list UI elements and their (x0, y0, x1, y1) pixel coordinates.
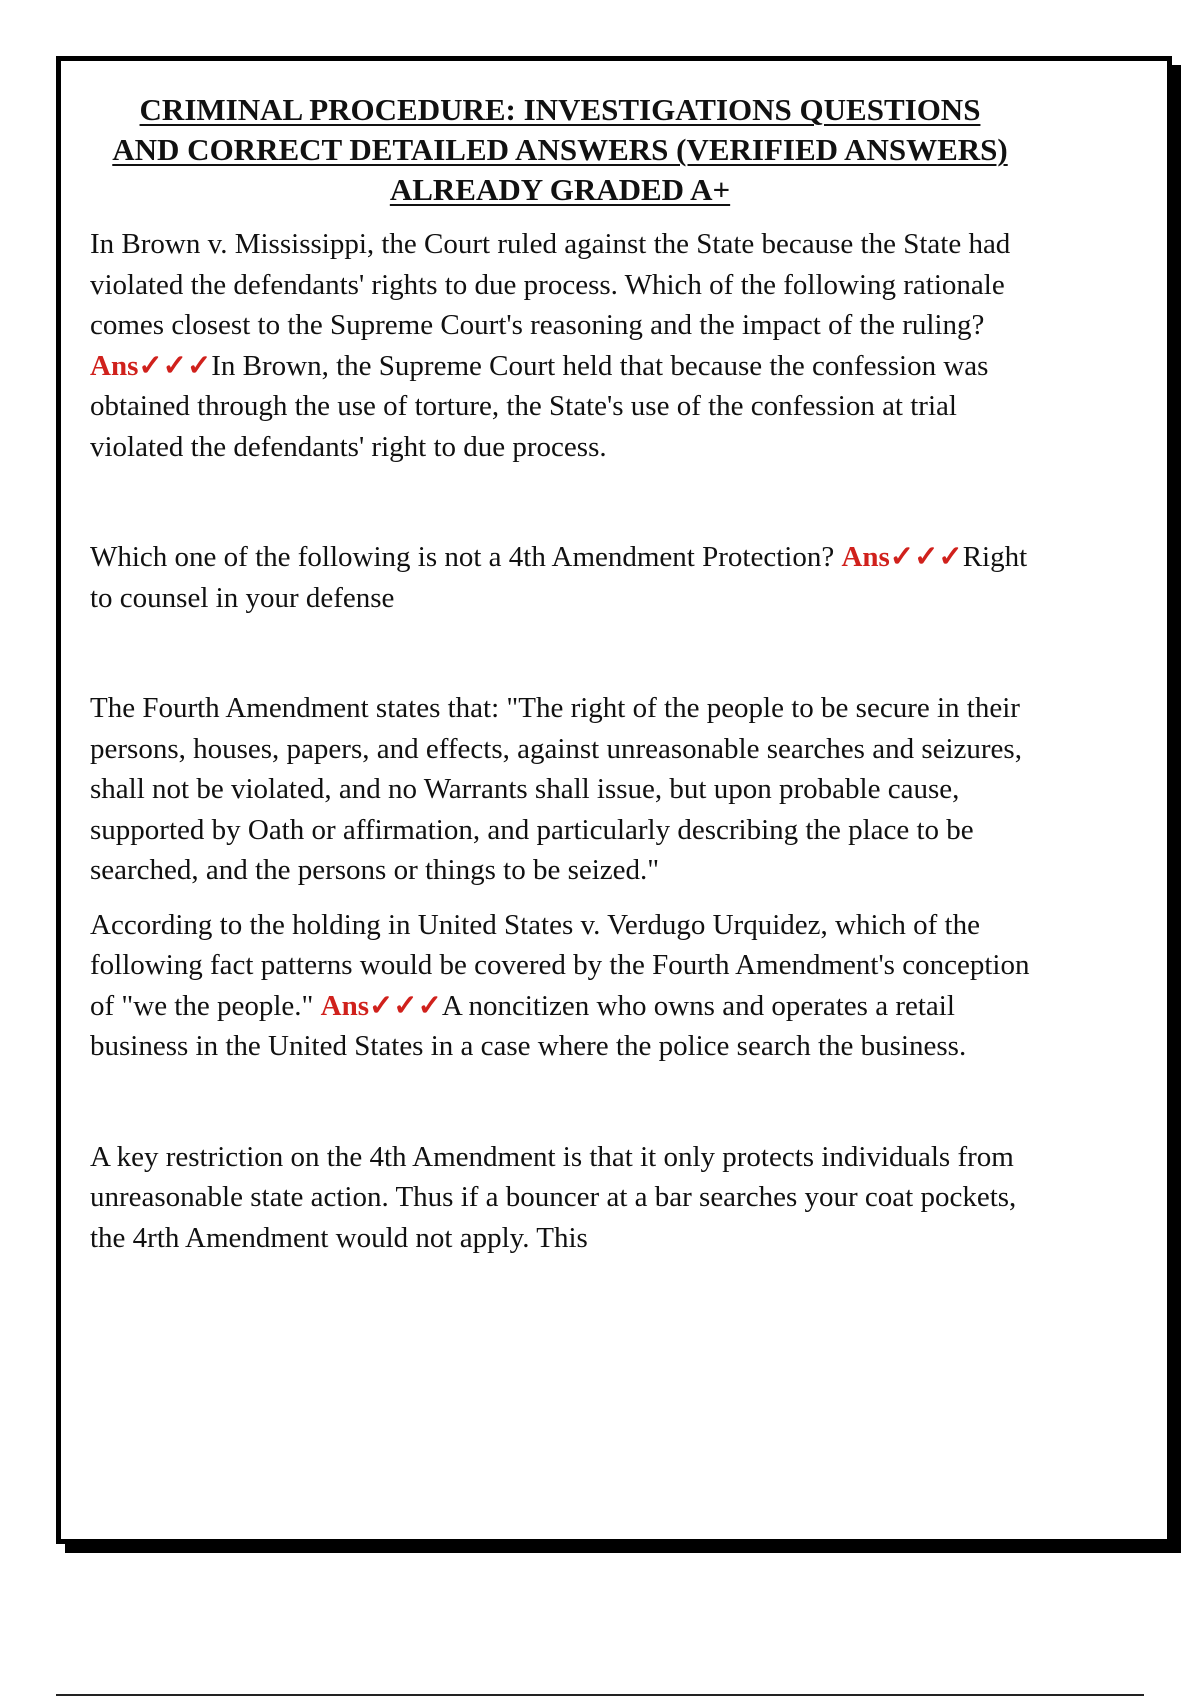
last-paragraph: A key restriction on the 4th Amendment is that it only protects individuals from unreasonable state action. Thus if a bouncer at a bar searches your coat pockets, the 4rth Amendment would not apply. This (90, 1140, 1017, 1254)
qa-item-2 (90, 537, 1030, 618)
document-body (90, 90, 1030, 1258)
title-line-1: CRIMINAL PROCEDURE: INVESTIGATIONS QUESTIONS (139, 92, 981, 127)
question-3: According to the holding in United States v. Verdugo Urquidez, which of the following fact patterns would be covered by the Fourth Amendment's conception of "we the people." (90, 908, 1030, 1022)
question-2: Which one of the following is not a 4th Amendment Protection? (90, 541, 842, 573)
title-line-3: ALREADY GRADED A+ (389, 172, 731, 207)
answer-3: A noncitizen who owns and operates a retail business in the United States in a case where the police search the business. (90, 989, 967, 1062)
answer-marker: Ans✓✓✓ (320, 989, 442, 1022)
bottom-rule (56, 1694, 1144, 1696)
answer-2: Right to counsel in your defense (90, 541, 1028, 614)
qa-item-1 (90, 224, 1030, 467)
answer-marker: Ans✓✓✓ (841, 541, 963, 573)
title-line-2: AND CORRECT DETAILED ANSWERS (VERIFIED ANSWERS) (112, 132, 1008, 167)
question-1: In Brown v. Mississippi, the Court ruled against the State because the State had violated the defendants' rights to due process. Which of the following rationale comes closest to the Supreme Court's reasoning and the impact of the ruling? (90, 228, 1011, 341)
qa-item-3 (90, 905, 1030, 1067)
document-title (90, 90, 1030, 210)
answer-marker: Ans✓✓✓ (90, 349, 212, 382)
answer-1: In Brown, the Supreme Court held that because the confession was obtained through the use of torture, the State's use of the confession at trial violated the defendants' right to due process. (90, 349, 989, 463)
fourth-amendment-quote: The Fourth Amendment states that: "The right of the people to be secure in their persons, houses, papers, and effects, against unreasonable searches and seizures, shall not be violated, and no Warrants shall issue, but upon probable cause, supported by Oath or affirmation, and particularly describing the place to be searched, and the persons or things to be seized." (90, 692, 1022, 886)
